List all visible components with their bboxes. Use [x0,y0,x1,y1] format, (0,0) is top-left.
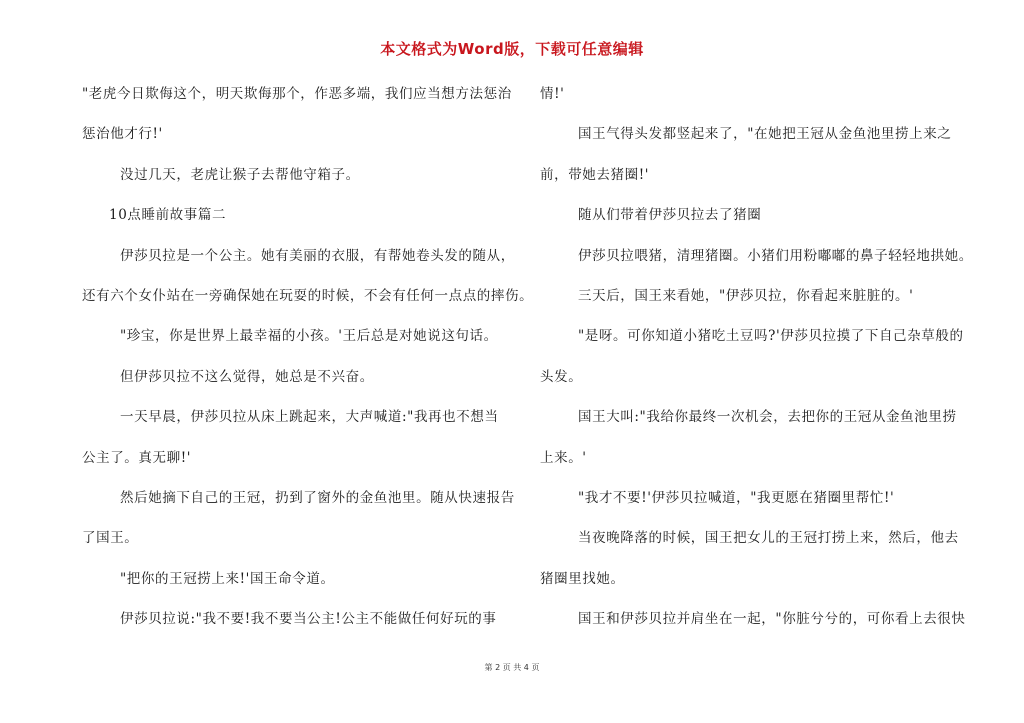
text-line: 当夜晚降落的时候，国王把女儿的王冠打捞上来，然后，他去 [578,530,959,547]
left-text-column [82,80,534,645]
text-line: "我才不要!'伊莎贝拉喊道，"我更愿在猪圈里帮忙!' [578,489,895,506]
text-line: 一天早晨，伊莎贝拉从床上跳起来，大声喊道:"我再也不想当 [120,409,499,426]
text-line: "老虎今日欺侮这个，明天欺侮那个，作恶多端，我们应当想方法惩治 [82,86,512,102]
text-line: 前，带她去猪圈!' [540,166,650,183]
page-footer: 第 2 页 共 4 页 [484,663,540,672]
text-line: 伊莎贝拉说:"我不要!我不要当公主!公主不能做任何好玩的事 [120,611,497,628]
text-line: "把你的王冠捞上来!'国王命令道。 [120,570,335,587]
text-line: 三天后，国王来看她，"伊莎贝拉，你看起来脏脏的。' [578,287,914,304]
text-line: 头发。 [540,368,583,385]
text-line: 公主了。真无聊!' [82,449,192,466]
text-line: 国王和伊莎贝拉并肩坐在一起，"你脏兮兮的，可你看上去很快 [578,611,966,628]
text-line: 然后她摘下自己的王冠，扔到了窗外的金鱼池里。随从快速报告 [120,489,515,506]
document-banner: 本文格式为Word版，下载可任意编辑 [380,40,644,58]
text-line: 惩治他才行!' [82,126,163,143]
text-line: "珍宝，你是世界上最幸福的小孩。'王后总是对她说这句话。 [120,328,498,345]
text-line: 了国王。 [82,530,139,547]
text-line: 国王大叫:"我给你最终一次机会，去把你的王冠从金鱼池里捞 [578,409,957,426]
text-line: 伊莎贝拉喂猪，清理猪圈。小猪们用粉嘟嘟的鼻子轻轻地拱她。 [578,247,973,264]
text-line: 10点睡前故事篇二 [109,207,227,224]
text-line: 猪圈里找她。 [540,570,625,587]
text-line: 没过几天，老虎让猴子去帮他守箱子。 [120,166,360,183]
text-line: 还有六个女仆站在一旁确保她在玩耍的时候，不会有任何一点点的摔伤。 [82,287,534,304]
text-line: "是呀。可你知道小猪吃土豆吗?'伊莎贝拉摸了下自己杂草般的 [578,328,964,345]
text-line: 随从们带着伊莎贝拉去了猪圈 [578,207,762,224]
text-line: 情!' [540,86,565,102]
text-line: 国王气得头发都竖起来了，"在她把王冠从金鱼池里捞上来之 [578,126,952,143]
right-text-column [540,80,973,645]
text-line: 上来。' [540,449,587,466]
text-line: 伊莎贝拉是一个公主。她有美丽的衣服，有帮她卷头发的随从， [120,247,515,264]
text-line: 但伊莎贝拉不这么觉得，她总是不兴奋。 [120,368,374,385]
